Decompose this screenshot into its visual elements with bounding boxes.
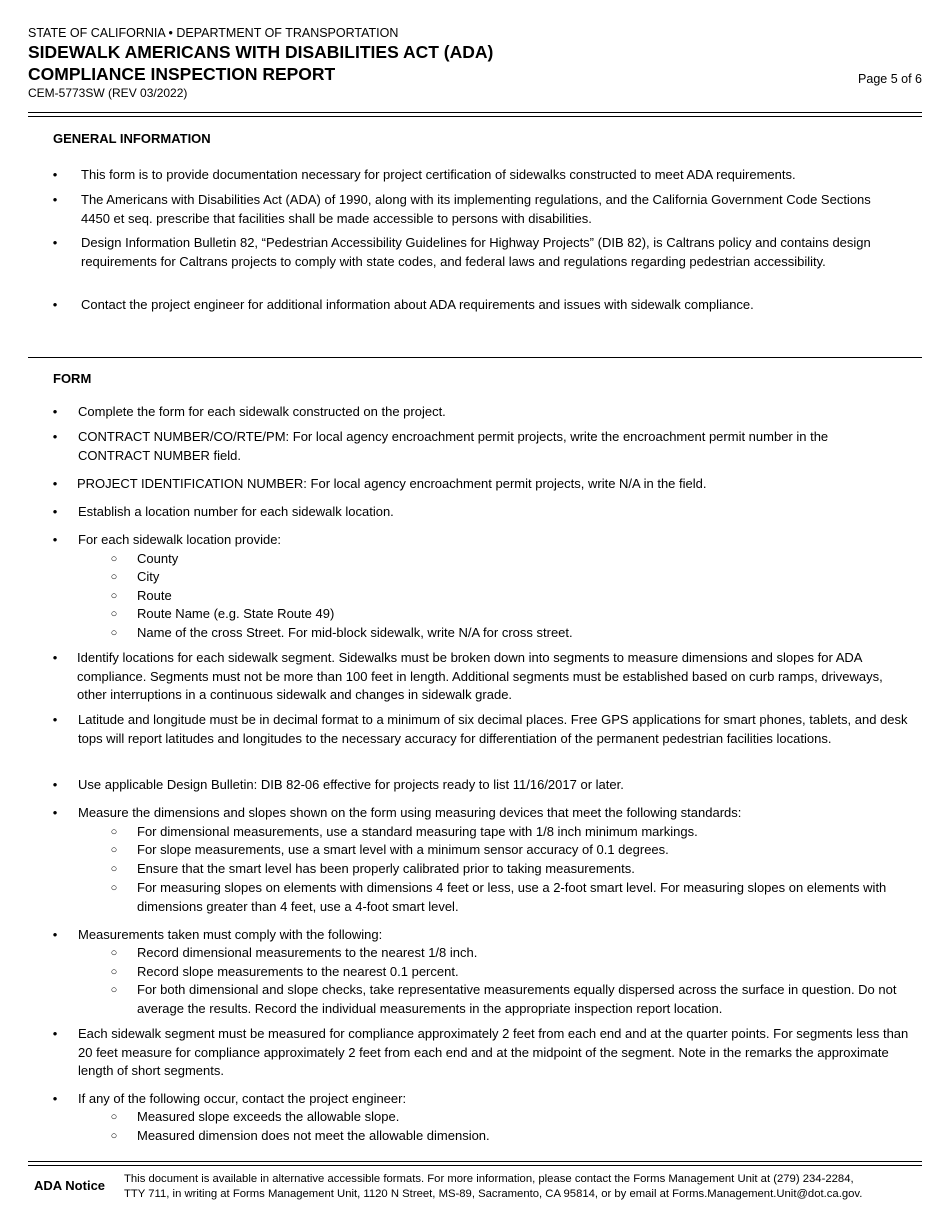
sub-list-item-text: Record dimensional measurements to the nearest 1/8 inch.	[137, 945, 478, 960]
list-item-text: Latitude and longitude must be in decimal format to a minimum of six decimal places. Free GPS applications for smart phones, tablets, and desk tops will report latitudes and longitudes to the necessary accuracy for differentiation of the permanent pedestrian facilities locations.	[78, 712, 908, 746]
header-divider-bottom	[28, 116, 922, 117]
sub-bullet: ○	[110, 844, 118, 856]
bullet: •	[52, 1091, 58, 1106]
list-item-text: Measure the dimensions and slopes shown on the form using measuring devices that meet the following standards:	[78, 805, 742, 820]
bullet: •	[52, 532, 58, 547]
sub-bullet: ○	[110, 1111, 118, 1123]
bullet: •	[52, 805, 58, 820]
ada-notice-text-line-2: TTY 711, in writing at Forms Management Unit, 1120 N Street, MS-89, Sacramento, CA 95814, or by email at Forms.Management.Unit@dot.ca.gov.	[124, 1188, 863, 1200]
sub-list-item-text: For measuring slopes on elements with dimensions 4 feet or less, use a 2-foot smart level. For measuring slopes on elements with dimensions greater than 4 feet, use a 4-foot smart level.	[137, 880, 887, 914]
sub-list-item-text: Record slope measurements to the nearest 0.1 percent.	[137, 964, 459, 979]
ada-notice-text	[124, 1172, 918, 1202]
ada-notice-text-line-1: This document is available in alternative accessible formats. For more information, please contact the Forms Management Unit at (279) 234-2284,	[124, 1173, 854, 1185]
header-divider-top	[28, 112, 922, 113]
list-item-text: Contact the project engineer for additional information about ADA requirements and issues with sidewalk compliance.	[81, 297, 754, 312]
bullet: •	[52, 777, 58, 792]
sub-list-item-text: Name of the cross Street. For mid-block sidewalk, write N/A for cross street.	[137, 625, 573, 640]
bullet: •	[52, 235, 58, 250]
sub-list-item-text: For slope measurements, use a smart level with a minimum sensor accuracy of 0.1 degrees.	[137, 842, 669, 857]
bullet: •	[52, 927, 58, 942]
sub-bullet: ○	[110, 627, 118, 639]
bullet: •	[52, 297, 58, 312]
list-item-text: For each sidewalk location provide:	[78, 532, 282, 547]
sub-list-item-text: Measured slope exceeds the allowable slope.	[137, 1109, 400, 1124]
general-information-heading: GENERAL INFORMATION	[53, 131, 211, 146]
list-item-text: Complete the form for each sidewalk constructed on the project.	[78, 404, 446, 419]
form-title-line-2: COMPLIANCE INSPECTION REPORT	[28, 64, 336, 84]
list-item-text: Identify locations for each sidewalk segment. Sidewalks must be broken down into segments to measure dimensions and slopes for ADA compliance. Segments must not be more than 100 feet in length. Additional segments must be established based on curb ramps, driveways, other interruptions in a continuous sidewalk and changes in sidewalk grade.	[77, 650, 883, 702]
sub-list-item-text: Route Name (e.g. State Route 49)	[137, 606, 335, 621]
sub-bullet: ○	[110, 571, 118, 583]
sub-bullet: ○	[110, 553, 118, 565]
sub-list-item-text: Measured dimension does not meet the allowable dimension.	[137, 1128, 490, 1143]
sub-bullet: ○	[110, 590, 118, 602]
section-divider	[28, 357, 922, 358]
bullet: •	[52, 504, 58, 519]
form-heading: FORM	[53, 371, 92, 386]
sub-list-item-text: For both dimensional and slope checks, take representative measurements equally dispersed across the surface in question. Do not average the results. Record the individual measurements in the appropriate inspection report location.	[137, 982, 897, 1016]
bullet: •	[52, 650, 58, 665]
bullet: •	[52, 192, 58, 207]
list-item-text: Each sidewalk segment must be measured for compliance approximately 2 feet from each end and at the quarter points. For segments less than 20 feet measure for compliance approximately 2 feet from each end and at the midpoint of the segment. Note in the remarks the approximate length of short segments.	[78, 1026, 909, 1078]
bullet: •	[52, 712, 58, 727]
list-item-text: PROJECT IDENTIFICATION NUMBER: For local agency encroachment permit projects, write N/A in the field.	[77, 476, 707, 491]
sub-list-item-text: Route	[137, 588, 172, 603]
list-item-text: CONTRACT NUMBER/CO/RTE/PM: For local agency encroachment permit projects, write the encroachment permit number in the CONTRACT NUMBER field.	[78, 429, 829, 463]
form-header	[28, 26, 922, 101]
sub-bullet: ○	[110, 882, 118, 894]
sub-list-item-text: County	[137, 551, 179, 566]
bullet: •	[52, 167, 58, 182]
list-item-text: This form is to provide documentation necessary for project certification of sidewalks constructed to meet ADA requirements.	[81, 167, 796, 182]
ada-notice	[28, 1168, 922, 1208]
sub-bullet: ○	[110, 863, 118, 875]
list-item-text: Design Information Bulletin 82, “Pedestrian Accessibility Guidelines for Highway Projects” (DIB 82), is Caltrans policy and contains design requirements for Caltrans projects to comply with state codes, and federal laws and regulations regarding pedestrian accessibility.	[81, 235, 871, 269]
sub-bullet: ○	[110, 1130, 118, 1142]
sub-bullet: ○	[110, 984, 118, 996]
list-item-text: Establish a location number for each sidewalk location.	[78, 504, 394, 519]
list-item-text: If any of the following occur, contact the project engineer:	[78, 1091, 407, 1106]
footer-divider-bottom	[28, 1165, 922, 1166]
bullet: •	[52, 429, 58, 444]
list-item-text: Use applicable Design Bulletin: DIB 82-06 effective for projects ready to list 11/16/2017 or later.	[78, 777, 624, 792]
sub-bullet: ○	[110, 826, 118, 838]
list-item-text: Measurements taken must comply with the following:	[78, 927, 383, 942]
bullet: •	[52, 1026, 58, 1041]
sub-list-item-text: For dimensional measurements, use a standard measuring tape with 1/8 inch minimum markings.	[137, 824, 698, 839]
footer-divider-top	[28, 1161, 922, 1162]
list-item-text: The Americans with Disabilities Act (ADA) of 1990, along with its implementing regulations, and the California Government Code Sections 4450 et seq. prescribe that facilities shall be made accessible to persons with disabilities.	[81, 192, 871, 226]
sub-bullet: ○	[110, 608, 118, 620]
bullet: •	[52, 476, 58, 491]
sub-bullet: ○	[110, 947, 118, 959]
agency-name: STATE OF CALIFORNIA • DEPARTMENT OF TRANSPORTATION	[28, 26, 399, 40]
bullet: •	[52, 404, 58, 419]
form-number: CEM-5773SW (REV 03/2022)	[28, 86, 188, 100]
page-number: Page 5 of 6	[858, 72, 922, 86]
sub-list-item-text: Ensure that the smart level has been properly calibrated prior to taking measurements.	[137, 861, 635, 876]
sub-list-item-text: City	[137, 569, 160, 584]
sub-bullet: ○	[110, 966, 118, 978]
form-title-line-1: SIDEWALK AMERICANS WITH DISABILITIES ACT (ADA)	[28, 42, 494, 62]
ada-notice-label: ADA Notice	[34, 1178, 106, 1193]
